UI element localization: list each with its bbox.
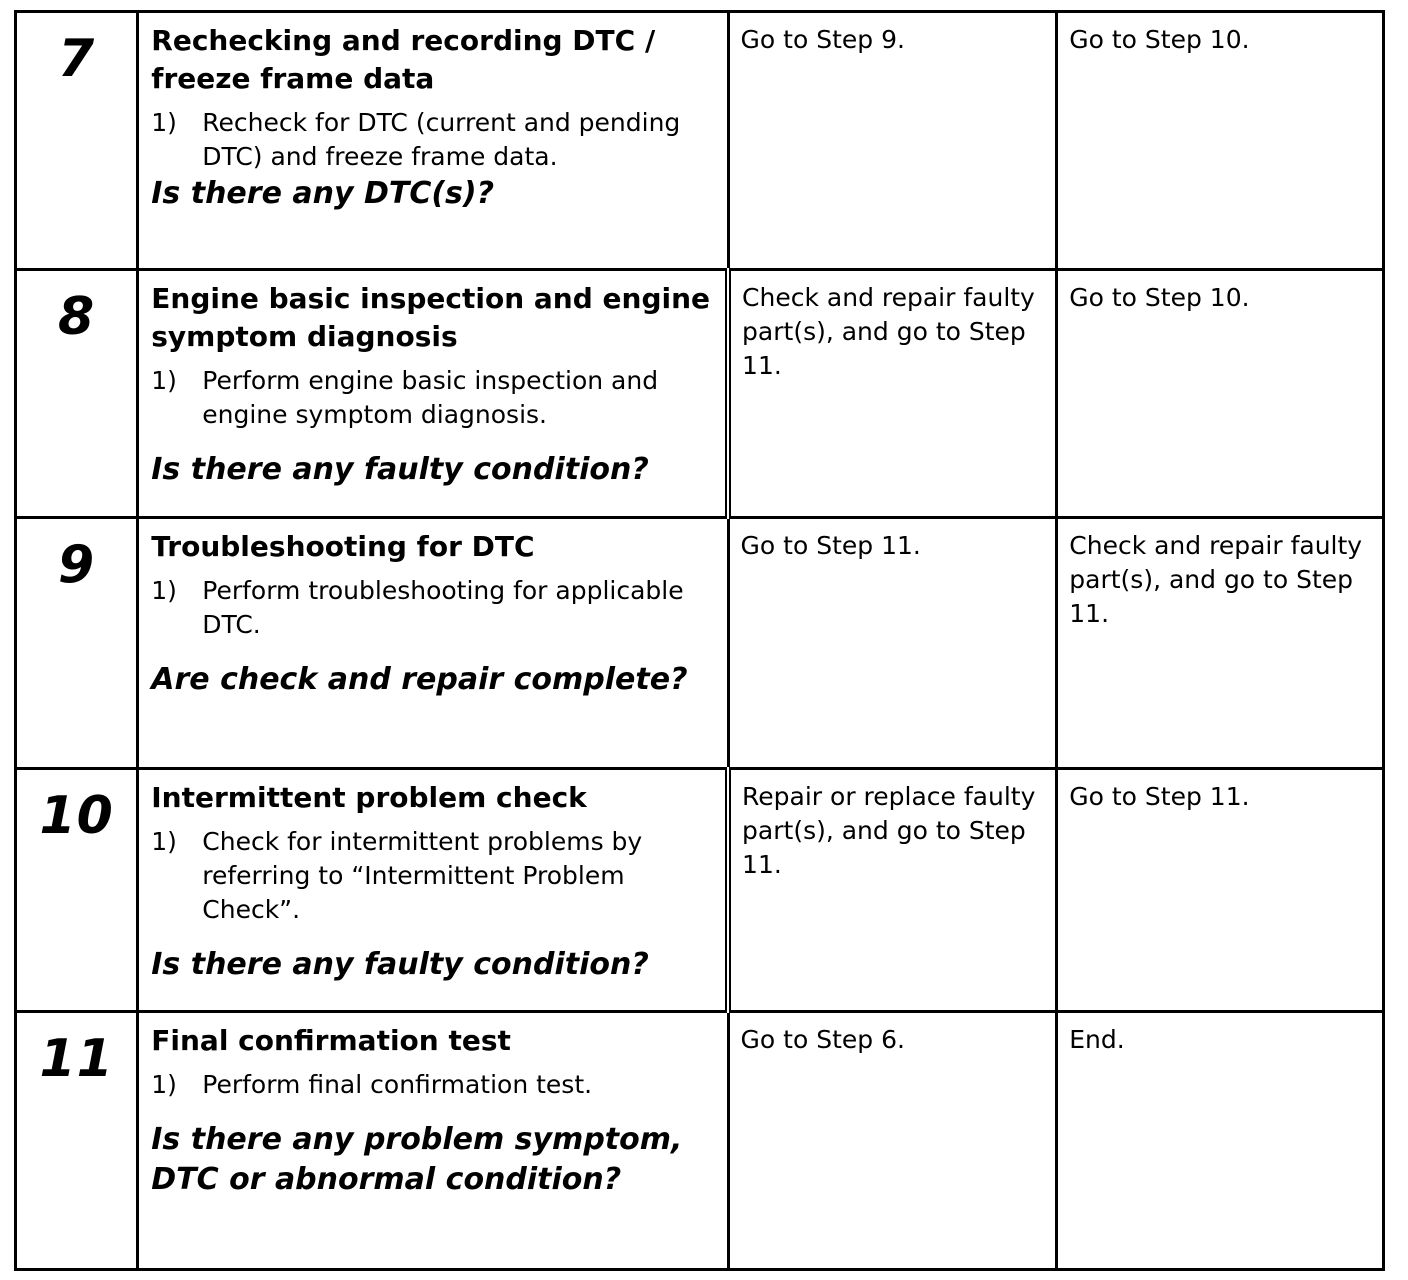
procedure-title: Troubleshooting for DTC	[151, 530, 535, 563]
procedure-cell	[138, 518, 728, 769]
procedure-question: Is there any problem symptom, DTC or abnormal condition?	[151, 1122, 683, 1197]
procedure-question: Are check and repair complete?	[151, 662, 688, 697]
step-cell	[16, 270, 138, 518]
table-row	[16, 518, 1384, 769]
procedure-cell	[138, 1012, 728, 1270]
table-row	[16, 12, 1384, 270]
step-number: 10	[39, 786, 114, 846]
yes-result: Repair or replace faulty part(s), and go to Step 11.	[742, 782, 1036, 879]
item-text: Perform final confirmation test.	[202, 1070, 593, 1099]
step-number: 7	[58, 29, 96, 89]
step-cell	[16, 1012, 138, 1270]
item-number: 1)	[151, 827, 177, 856]
yes-cell	[728, 518, 1057, 769]
procedure-item	[151, 1068, 716, 1102]
no-cell	[1057, 270, 1384, 518]
item-number: 1)	[151, 366, 177, 395]
yes-cell	[728, 769, 1057, 1012]
procedure-item	[151, 825, 715, 927]
diagnostic-flow-table	[14, 10, 1385, 1271]
yes-cell	[728, 1012, 1057, 1270]
step-cell	[16, 769, 138, 1012]
procedure-cell	[138, 270, 728, 518]
procedure-title: Final confirmation test	[151, 1024, 511, 1057]
step-cell	[16, 12, 138, 270]
step-number: 11	[39, 1029, 114, 1089]
table-row	[16, 270, 1384, 518]
item-text: Check for intermittent problems by referring to “Intermittent Problem Check”.	[202, 827, 643, 924]
item-text: Perform troubleshooting for applicable DTC.	[202, 576, 684, 639]
step-number: 8	[58, 287, 96, 347]
procedure-question: Is there any DTC(s)?	[151, 176, 495, 211]
no-cell	[1057, 769, 1384, 1012]
procedure-title: Intermittent problem check	[151, 781, 587, 814]
no-cell	[1057, 518, 1384, 769]
procedure-question: Is there any faulty condition?	[151, 452, 649, 487]
table-row	[16, 1012, 1384, 1270]
no-result: Go to Step 10.	[1069, 25, 1250, 54]
step-number: 9	[58, 535, 96, 595]
procedure-item	[151, 364, 715, 432]
table-row	[16, 769, 1384, 1012]
procedure-question: Is there any faulty condition?	[151, 947, 649, 982]
yes-result: Check and repair faulty part(s), and go to Step 11.	[742, 283, 1035, 380]
step-cell	[16, 518, 138, 769]
procedure-cell	[138, 12, 728, 270]
procedure-item	[151, 574, 716, 642]
no-cell	[1057, 12, 1384, 270]
procedure-title: Rechecking and recording DTC / freeze frame data	[151, 24, 656, 95]
procedure-item	[151, 106, 716, 174]
item-number: 1)	[151, 1070, 177, 1099]
no-result: Go to Step 10.	[1069, 283, 1250, 312]
item-text: Recheck for DTC (current and pending DTC) and freeze frame data.	[202, 108, 681, 171]
yes-result: Go to Step 11.	[740, 531, 921, 560]
yes-result: Go to Step 9.	[740, 25, 905, 54]
no-result: Go to Step 11.	[1069, 782, 1250, 811]
no-result: End.	[1069, 1025, 1125, 1054]
yes-cell	[728, 12, 1057, 270]
procedure-title: Engine basic inspection and engine symptom diagnosis	[151, 282, 711, 353]
no-result: Check and repair faulty part(s), and go to Step 11.	[1069, 531, 1363, 628]
item-number: 1)	[151, 108, 177, 137]
item-text: Perform engine basic inspection and engine symptom diagnosis.	[202, 366, 659, 429]
no-cell	[1057, 1012, 1384, 1270]
yes-result: Go to Step 6.	[740, 1025, 905, 1054]
procedure-cell	[138, 769, 728, 1012]
yes-cell	[728, 270, 1057, 518]
item-number: 1)	[151, 576, 177, 605]
